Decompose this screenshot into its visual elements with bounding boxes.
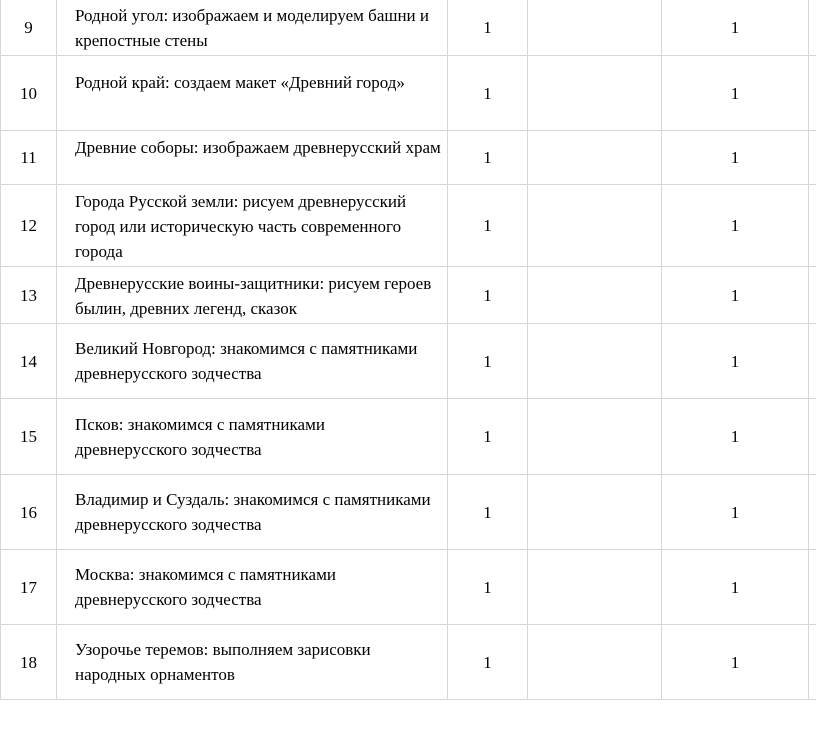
control-hours-cell (528, 267, 662, 324)
table-row (1, 475, 816, 550)
table-row (1, 625, 816, 700)
lesson-topic-cell: Родной край: создаем макет «Древний город» (57, 56, 448, 131)
total-hours-cell: 1 (448, 56, 528, 131)
lesson-topic-cell: Москва: знакомимся с памятниками древнерусского зодчества (57, 550, 448, 625)
control-hours-cell (528, 185, 662, 267)
extra-cell (809, 550, 816, 625)
practice-hours-cell: 1 (662, 550, 809, 625)
lesson-topic-cell: Города Русской земли: рисуем древнерусский город или историческую часть современного города (57, 185, 448, 267)
lesson-number-cell: 15 (1, 399, 57, 475)
total-hours-cell: 1 (448, 399, 528, 475)
practice-hours-cell: 1 (662, 185, 809, 267)
lesson-number-cell: 10 (1, 56, 57, 131)
lesson-number-cell: 17 (1, 550, 57, 625)
lesson-number-cell: 12 (1, 185, 57, 267)
lesson-number-cell: 11 (1, 131, 57, 185)
lesson-topic-cell: Владимир и Суздаль: знакомимся с памятниками древнерусского зодчества (57, 475, 448, 550)
extra-cell (809, 475, 816, 550)
total-hours-cell: 1 (448, 324, 528, 399)
table-row (1, 0, 816, 56)
lesson-number-cell: 14 (1, 324, 57, 399)
lesson-number-cell: 18 (1, 625, 57, 700)
table-row (1, 399, 816, 475)
extra-cell (809, 267, 816, 324)
practice-hours-cell: 1 (662, 267, 809, 324)
lesson-number-cell: 9 (1, 0, 57, 56)
total-hours-cell: 1 (448, 131, 528, 185)
table-row (1, 267, 816, 324)
practice-hours-cell: 1 (662, 324, 809, 399)
lesson-topic-cell: Великий Новгород: знакомимся с памятниками древнерусского зодчества (57, 324, 448, 399)
lesson-topic-cell: Древнерусские воины-защитники: рисуем героев былин, древних легенд, сказок (57, 267, 448, 324)
table-row (1, 56, 816, 131)
control-hours-cell (528, 625, 662, 700)
extra-cell (809, 185, 816, 267)
control-hours-cell (528, 475, 662, 550)
practice-hours-cell: 1 (662, 131, 809, 185)
extra-cell (809, 324, 816, 399)
lesson-number-cell: 16 (1, 475, 57, 550)
extra-cell (809, 625, 816, 700)
total-hours-cell: 1 (448, 475, 528, 550)
practice-hours-cell: 1 (662, 0, 809, 56)
lesson-topic-cell: Древние соборы: изображаем древнерусский храм (57, 131, 448, 185)
practice-hours-cell: 1 (662, 475, 809, 550)
total-hours-cell: 1 (448, 185, 528, 267)
practice-hours-cell: 1 (662, 399, 809, 475)
lesson-topic-cell: Узорочье теремов: выполняем зарисовки народных орнаментов (57, 625, 448, 700)
control-hours-cell (528, 0, 662, 56)
extra-cell (809, 0, 816, 56)
table-row (1, 324, 816, 399)
lesson-topic-cell: Родной угол: изображаем и моделируем башни и крепостные стены (57, 0, 448, 56)
lesson-topic-cell: Псков: знакомимся с памятниками древнерусского зодчества (57, 399, 448, 475)
table-row (1, 550, 816, 625)
control-hours-cell (528, 131, 662, 185)
total-hours-cell: 1 (448, 267, 528, 324)
table-row (1, 185, 816, 267)
total-hours-cell: 1 (448, 0, 528, 56)
total-hours-cell: 1 (448, 550, 528, 625)
extra-cell (809, 56, 816, 131)
extra-cell (809, 399, 816, 475)
table-row (1, 131, 816, 185)
control-hours-cell (528, 399, 662, 475)
control-hours-cell (528, 550, 662, 625)
extra-cell (809, 131, 816, 185)
control-hours-cell (528, 324, 662, 399)
total-hours-cell: 1 (448, 625, 528, 700)
practice-hours-cell: 1 (662, 56, 809, 131)
control-hours-cell (528, 56, 662, 131)
practice-hours-cell: 1 (662, 625, 809, 700)
lesson-number-cell: 13 (1, 267, 57, 324)
